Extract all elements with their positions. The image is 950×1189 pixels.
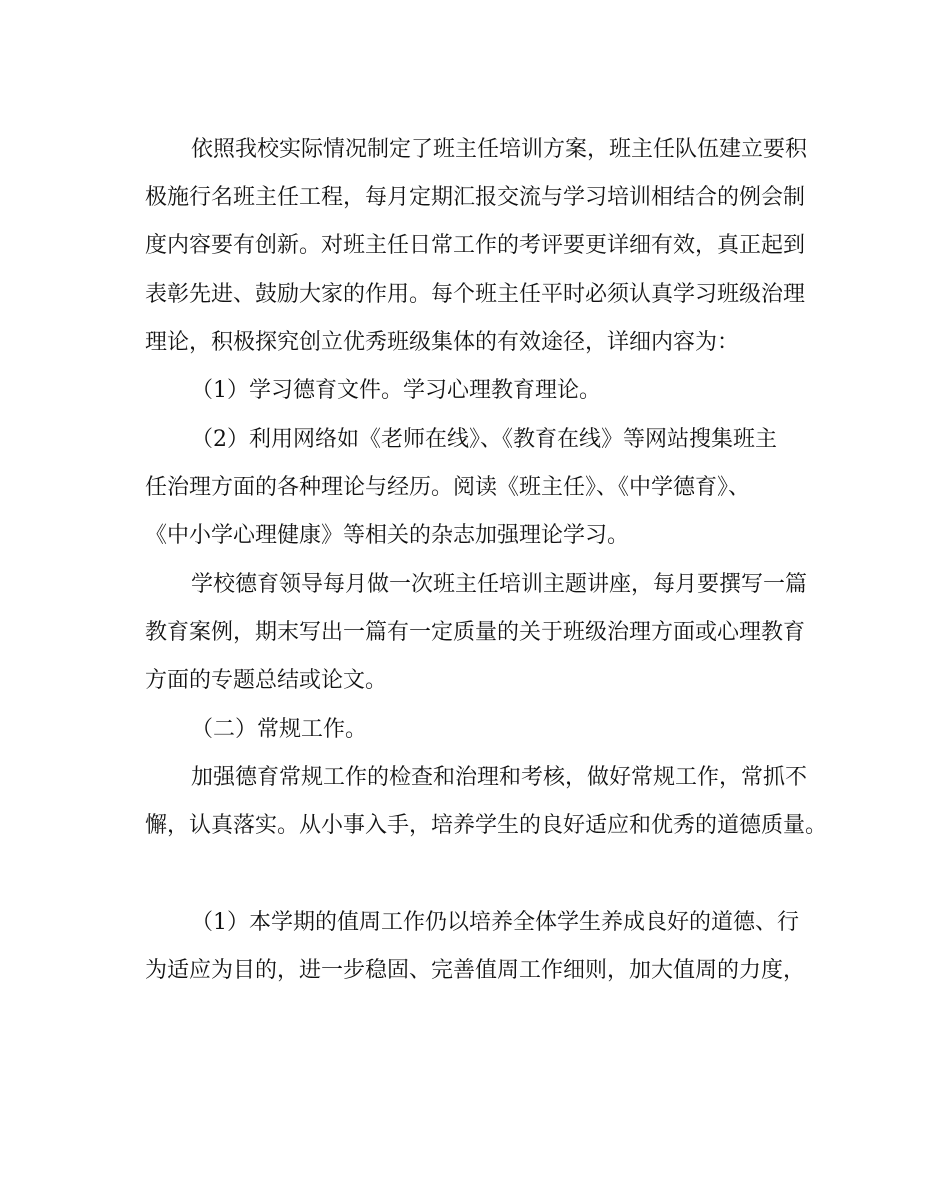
list-item-line: （1）学习德育文件。学习心理教育理论。: [191, 378, 601, 403]
list-item-line: 为适应为目的，进一步稳固、完善值周工作细则，加大值周的力度，: [145, 958, 806, 983]
list-item-line: （1）本学期的值周工作仍以培养全体学生养成良好的道德、行: [191, 910, 799, 935]
list-item-line: （2）利用网络如《老师在线》、《教育在线》等网站搜集班主: [191, 427, 777, 452]
section-heading: （二）常规工作。: [191, 717, 368, 742]
paragraph-line: 学校德育领导每月做一次班主任培训主题讲座，每月要撰写一篇: [191, 572, 808, 597]
paragraph-line: 方面的专题总结或论文。: [145, 668, 388, 693]
paragraph-line: 极施行名班主任工程，每月定期汇报交流与学习培训相结合的例会制: [145, 185, 806, 210]
paragraph-line: 表彰先进、鼓励大家的作用。每个班主任平时必须认真学习班级治理: [145, 282, 806, 307]
list-item-line: 任治理方面的各种理论与经历。阅读《班主任》、《中学德育》、: [145, 475, 751, 500]
paragraph-line: 加强德育常规工作的检查和治理和考核，做好常规工作，常抓不: [191, 765, 808, 790]
paragraph-line: 度内容要有创新。对班主任日常工作的考评要更详细有效，真正起到: [145, 233, 806, 258]
paragraph-line: 理论，积极探究创立优秀班级集体的有效途径，详细内容为：: [145, 330, 740, 355]
paragraph-line: 教育案例，期末写出一篇有一定质量的关于班级治理方面或心理教育: [145, 620, 806, 645]
list-item-line: 《中小学心理健康》等相关的杂志加强理论学习。: [145, 523, 630, 548]
paragraph-line: 依照我校实际情况制定了班主任培训方案，班主任队伍建立要积: [191, 137, 808, 162]
paragraph-line: 懈，认真落实。从小事入手，培养学生的良好适应和优秀的道德质量。: [145, 813, 828, 838]
